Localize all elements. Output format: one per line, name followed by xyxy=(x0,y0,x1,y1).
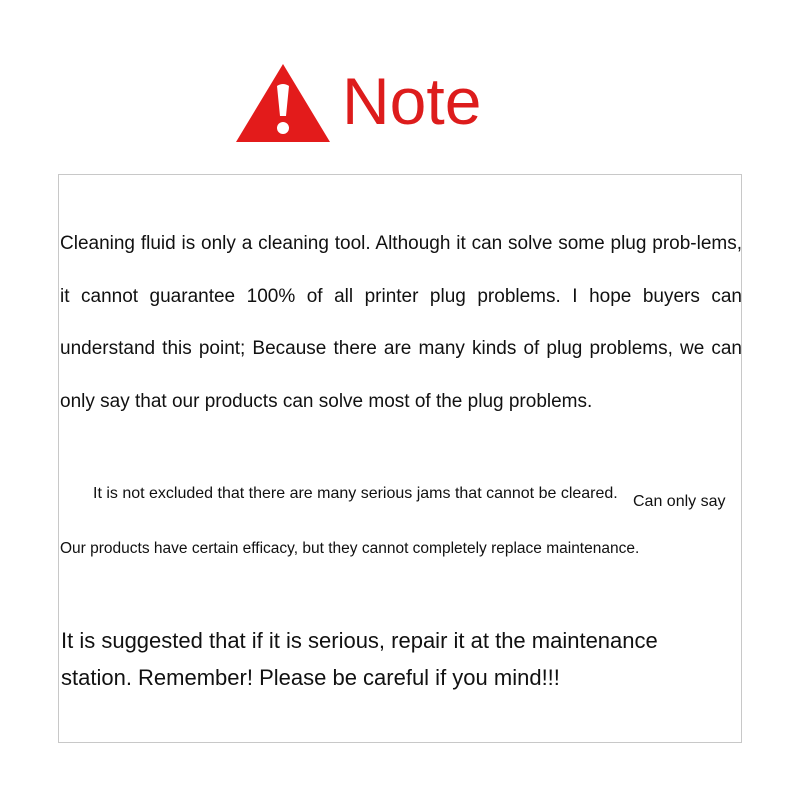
cleaning-fluid-paragraph: Cleaning fluid is only a cleaning tool. Although it can solve some plug prob-lems, it cannot guarantee 100% of all printer plug problems. I hope buyers can understand this point; Because there are many kinds of plug problems, we can only say that our products can solve most of the plug problems. xyxy=(60,233,742,412)
notice-box xyxy=(58,174,742,743)
jams-paragraph: It is not excluded that there are many serious jams that cannot be cleared. xyxy=(93,485,618,502)
efficacy-paragraph: Our products have certain efficacy, but they cannot completely replace maintenance. xyxy=(60,540,640,557)
warning-triangle-icon xyxy=(234,62,332,144)
side-note: Can only say xyxy=(633,493,726,510)
note-title: Note xyxy=(342,64,482,138)
note-header xyxy=(234,58,514,144)
suggestion-paragraph: It is suggested that if it is serious, repair it at the maintenance station. Remember! Please be careful if you mind!!! xyxy=(61,628,658,690)
